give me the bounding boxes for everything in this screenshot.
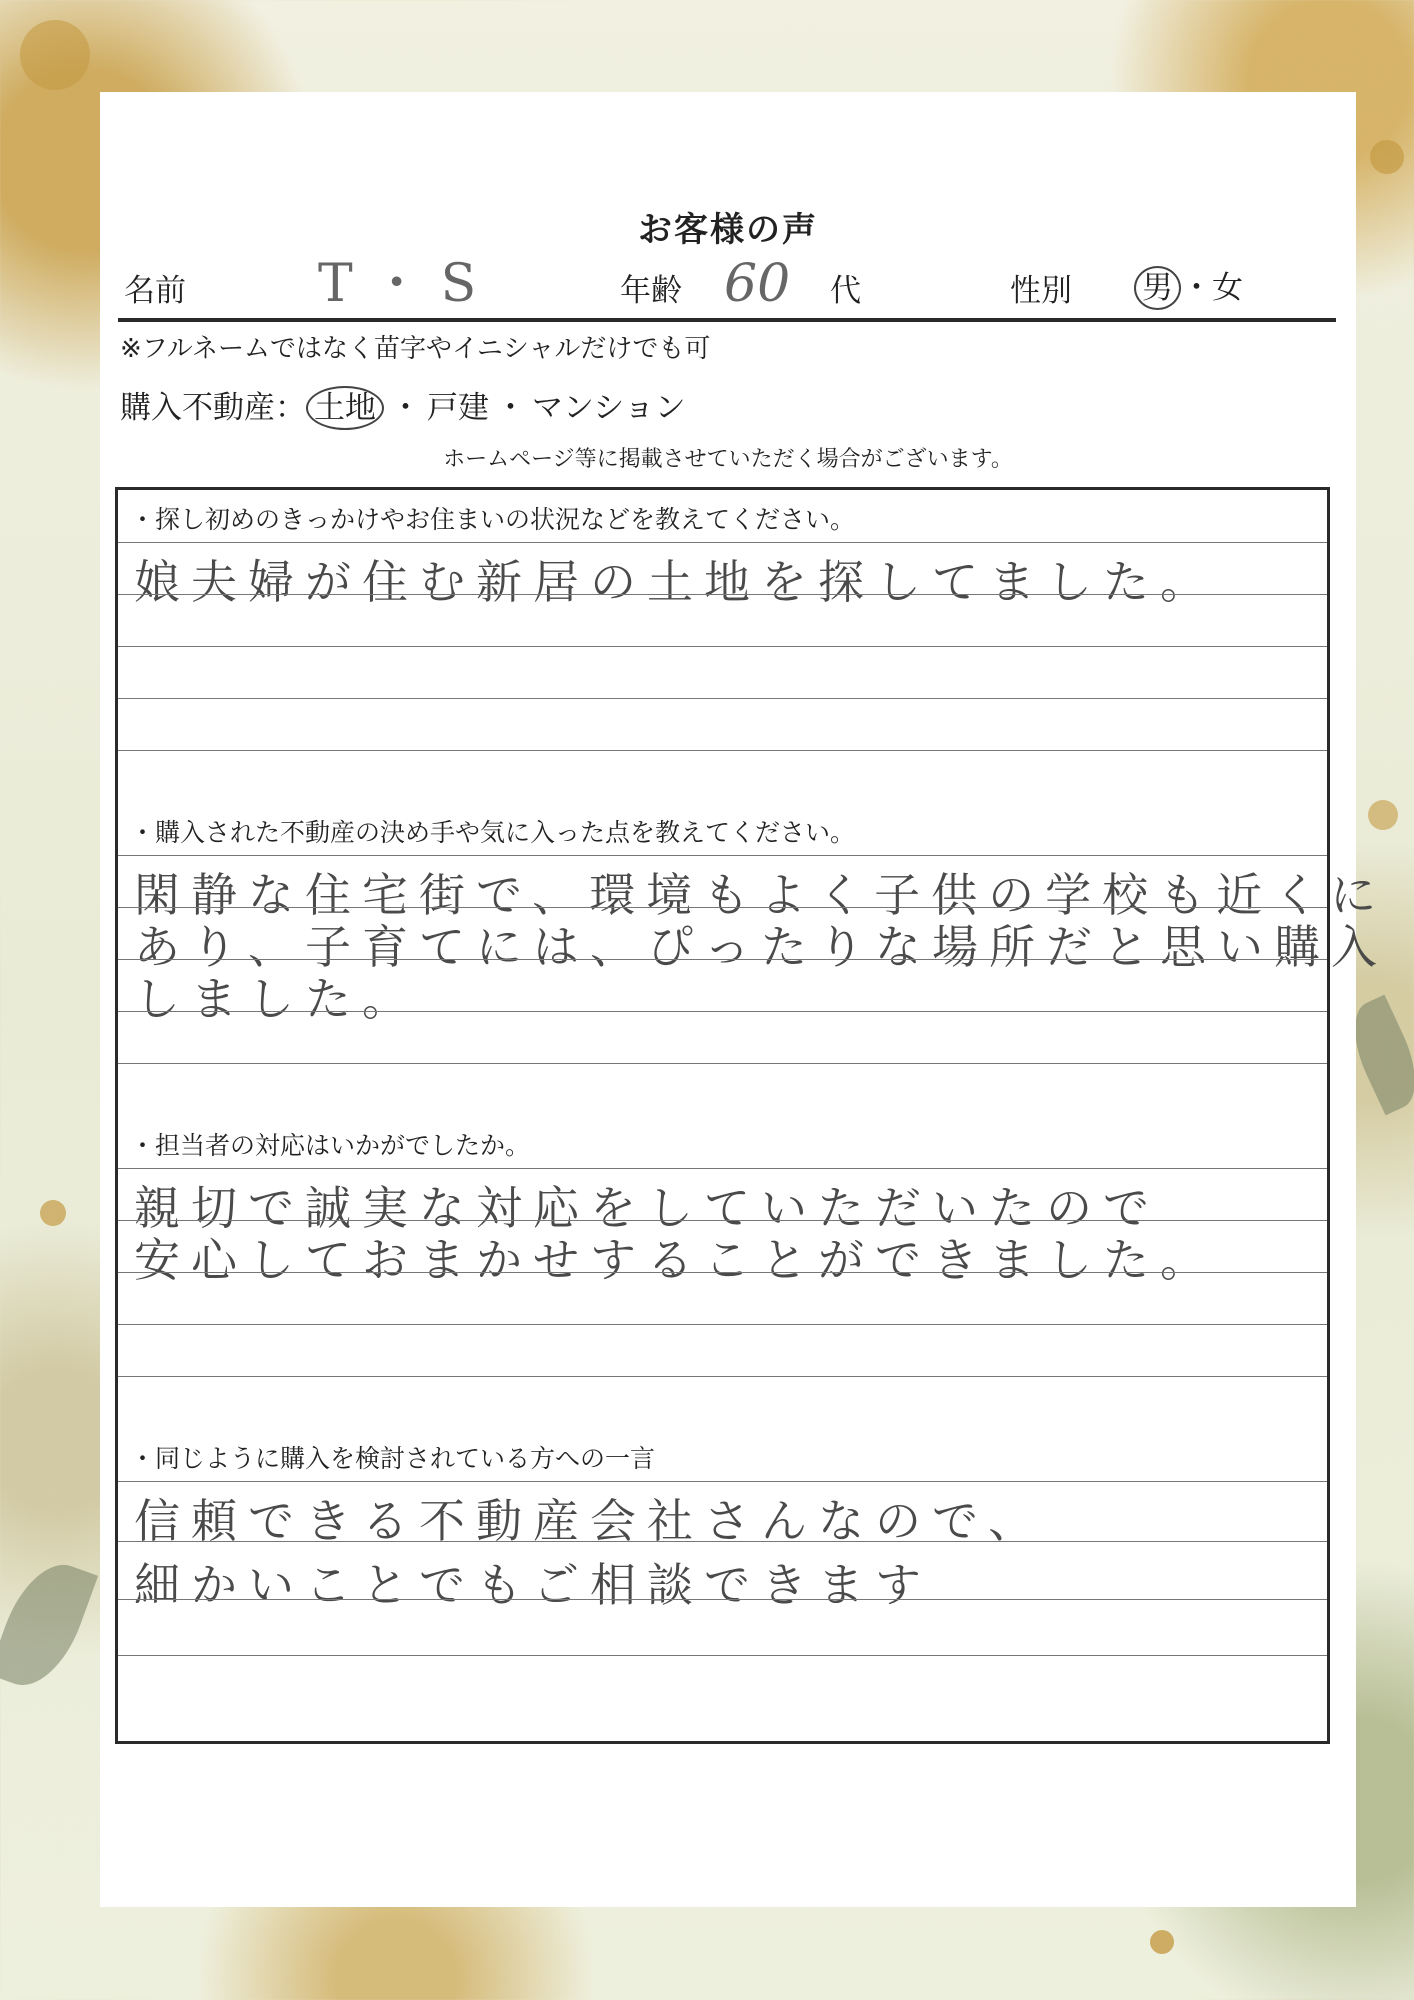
question-text: ・探し初めのきっかけやお住まいの状況などを教えてください。 xyxy=(130,505,856,534)
answer-line: しました。 xyxy=(134,972,419,1026)
age-suffix: 代 xyxy=(830,273,861,309)
purchase-option-land: 土地 xyxy=(306,386,384,430)
ruled-line xyxy=(118,907,1327,908)
answer-line: 親切で誠実な対応をしていただいたので xyxy=(134,1181,1160,1235)
answer-line: 信頼できる不動産会社さんなので、 xyxy=(134,1494,1046,1548)
customer-info-row xyxy=(118,242,1336,322)
gold-splash-decoration xyxy=(1368,800,1398,830)
question-section xyxy=(118,490,1327,806)
ruled-line xyxy=(118,1063,1327,1064)
ruled-line xyxy=(118,1220,1327,1221)
publish-note: ホームページ等に掲載させていただく場合がございます。 xyxy=(443,447,1013,472)
ruled-line xyxy=(118,855,1327,856)
answer-line: 娘夫婦が住む新居の土地を探してました。 xyxy=(134,555,1217,609)
purchase-separator: ・ xyxy=(495,390,526,426)
ruled-line xyxy=(118,750,1327,751)
gender-separator: ・ xyxy=(1181,270,1212,306)
ruled-line xyxy=(118,646,1327,647)
gender-options xyxy=(1134,262,1243,310)
page-title: お客様の声 xyxy=(638,210,818,250)
age-value: 60 xyxy=(724,254,791,314)
gold-splash-decoration xyxy=(1150,1930,1174,1954)
ruled-line xyxy=(118,1324,1327,1325)
gender-male-option: 男 xyxy=(1134,266,1181,310)
purchase-type-label: 購入不動産： xyxy=(120,390,306,426)
purchase-option-house: 戸建 xyxy=(427,390,489,426)
purchase-type-row xyxy=(120,382,686,430)
age-label: 年齢 xyxy=(620,273,682,309)
gender-label: 性別 xyxy=(1010,273,1072,309)
name-label: 名前 xyxy=(124,273,186,309)
ruled-line xyxy=(118,1376,1327,1377)
question-section xyxy=(118,803,1388,1119)
question-text: ・担当者の対応はいかがでしたか。 xyxy=(130,1131,531,1160)
purchase-separator: ・ xyxy=(390,390,421,426)
ruled-line xyxy=(118,1541,1327,1542)
ruled-line xyxy=(118,594,1327,595)
questionnaire-box xyxy=(115,487,1388,1744)
purchase-option-mansion: マンション xyxy=(532,390,686,426)
name-value: T・S xyxy=(318,254,495,314)
question-text: ・購入された不動産の決め手や気に入った点を教えてください。 xyxy=(130,818,856,847)
question-section xyxy=(118,1429,1327,1745)
question-text: ・同じように購入を検討されている方への一言 xyxy=(130,1444,656,1473)
answer-line: 閑静な住宅街で、環境もよく子供の学校も近くに xyxy=(134,868,1388,922)
question-section xyxy=(118,1116,1327,1432)
ruled-line xyxy=(118,542,1327,543)
ruled-line xyxy=(118,1168,1327,1169)
ruled-line xyxy=(118,959,1327,960)
ruled-line xyxy=(118,1599,1327,1600)
name-note: ※フルネームではなく苗字やイニシャルだけでも可 xyxy=(120,334,711,364)
ruled-line xyxy=(118,1655,1327,1656)
leaf-decoration xyxy=(0,1552,98,1698)
answer-line: 安心しておまかせすることができました。 xyxy=(134,1233,1217,1287)
answer-line: 細かいことでもご相談できます xyxy=(134,1558,932,1612)
ruled-line xyxy=(118,1272,1327,1273)
ruled-line xyxy=(118,1481,1327,1482)
gold-splash-decoration xyxy=(40,1200,66,1226)
ruled-line xyxy=(118,698,1327,699)
testimonial-card xyxy=(100,92,1388,1907)
gold-splash-decoration xyxy=(20,20,90,90)
gender-female-option: 女 xyxy=(1212,270,1243,306)
gold-splash-decoration xyxy=(1370,140,1404,174)
answer-line: あり、子育てには、ぴったりな場所だと思い購入 xyxy=(134,920,1388,974)
ruled-line xyxy=(118,1011,1327,1012)
